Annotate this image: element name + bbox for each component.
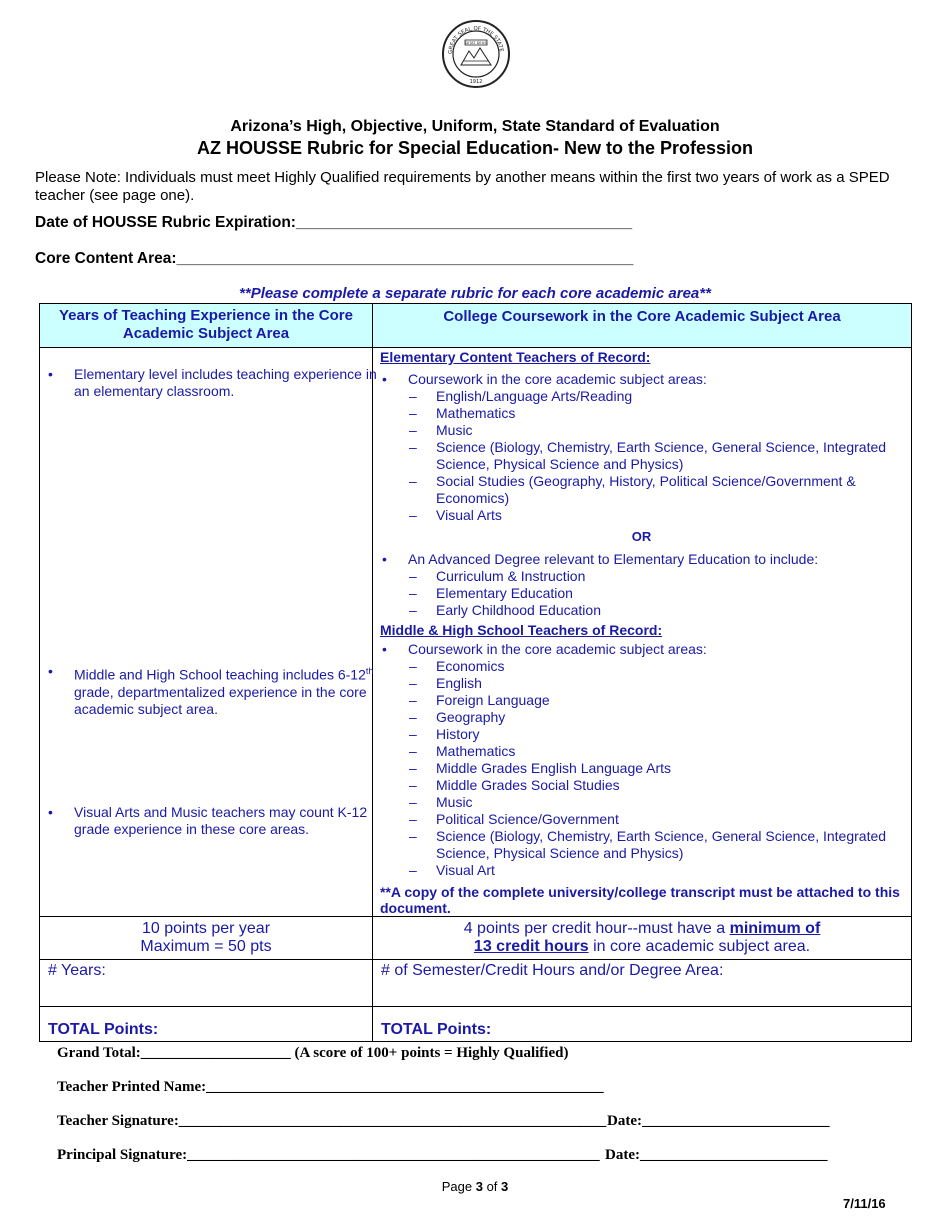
expiration-date-field[interactable]: Date of HOUSSE Rubric Expiration:_______________________________________ <box>35 214 633 231</box>
credit-hours-cell[interactable] <box>373 960 912 1007</box>
total-points-right: TOTAL Points: <box>381 1021 492 1038</box>
elementary-subject-list <box>380 388 903 524</box>
points-max-line: Maximum = 50 pts <box>140 938 272 955</box>
ordinal-suffix: th <box>365 666 374 676</box>
arts-music-experience-bullet: • Visual Arts and Music teachers may count K-12 grade experience in these core areas. <box>46 804 392 838</box>
credit-hours-emphasis: 13 credit hours <box>473 938 589 955</box>
total-points-left: TOTAL Points: <box>48 1021 159 1038</box>
list-item: – Elementary Education <box>380 585 903 602</box>
page-current: 3 <box>475 1179 483 1194</box>
experience-cell <box>40 348 377 917</box>
rubric-table <box>39 303 912 1042</box>
elementary-heading: Elementary Content Teachers of Record: <box>380 349 651 365</box>
minimum-emphasis: minimum of <box>729 920 821 937</box>
points-per-hour-cell <box>373 917 912 960</box>
advanced-degree-bullet: • An Advanced Degree relevant to Elementary Education to include: <box>380 551 903 568</box>
teacher-date-field[interactable]: Date:_________________________ <box>607 1113 830 1129</box>
list-item: – Mathematics <box>380 405 903 422</box>
points-per-hour-text: 4 points per credit hour--must have a <box>463 920 730 937</box>
middle-high-coursework-bullet: • Coursework in the core academic subject areas: <box>380 641 903 658</box>
page-subtitle: AZ HOUSSE Rubric for Special Education- New to the Profession <box>196 138 754 158</box>
list-item: – Middle Grades English Language Arts <box>380 760 903 777</box>
grand-total-field[interactable]: Grand Total:____________________ (A score of 100+ points = Highly Qualified) <box>57 1045 569 1061</box>
total-left-cell[interactable] <box>40 1007 373 1042</box>
advanced-degree-list <box>380 568 903 619</box>
list-item: – Middle Grades Social Studies <box>380 777 903 794</box>
list-item: – Music <box>380 794 903 811</box>
credit-hours-label: # of Semester/Credit Hours and/or Degree Area: <box>381 962 724 979</box>
seal-motto: DITAT DEUS <box>465 41 487 45</box>
principal-date-field[interactable]: Date:_________________________ <box>605 1147 828 1163</box>
page-total: 3 <box>501 1179 509 1194</box>
middle-high-text: Middle and High School teaching includes 6-12 <box>74 666 366 683</box>
list-item: – Science (Biology, Chemistry, Earth Science, General Science, Integrated Science, Physical Science and Physics) <box>380 828 903 862</box>
page-of: of <box>482 1179 502 1194</box>
col1-header-cell <box>40 304 373 348</box>
page-title: Arizona’s High, Objective, Uniform, State Standard of Evaluation <box>230 118 720 135</box>
list-item: – Political Science/Government <box>380 811 903 828</box>
points-per-year-line1: 10 points per year <box>141 920 271 937</box>
middle-high-text-rest: grade, departmentalized experience in the core academic subject area. <box>74 683 367 717</box>
middle-high-subject-list <box>380 658 903 879</box>
years-cell[interactable] <box>40 960 373 1007</box>
col1-header: Years of Teaching Experience in the Core Academic Subject Area <box>59 307 353 342</box>
or-divider: OR <box>631 529 652 544</box>
col2-header-cell <box>373 304 912 348</box>
middle-high-heading: Middle & High School Teachers of Record: <box>380 622 663 638</box>
list-item: – Social Studies (Geography, History, Political Science/Government & Economics) <box>380 473 903 507</box>
total-right-cell[interactable] <box>373 1007 912 1042</box>
list-item: – Foreign Language <box>380 692 903 709</box>
list-item: – English/Language Arts/Reading <box>380 388 903 405</box>
list-item: – Curriculum & Instruction <box>380 568 903 585</box>
list-item: – Geography <box>380 709 903 726</box>
years-label: # Years: <box>48 962 106 979</box>
list-item: – Music <box>380 422 903 439</box>
list-item: – Early Childhood Education <box>380 602 903 619</box>
seal-year: 1912 <box>469 79 483 85</box>
list-item: – Mathematics <box>380 743 903 760</box>
please-note: Please Note: Individuals must meet Highly Qualified requirements by another means within the first two years of work as a SPED teacher (see page one). <box>35 169 890 204</box>
coursework-cell <box>373 348 912 917</box>
col2-header: College Coursework in the Core Academic Subject Area <box>443 308 841 325</box>
seal-text: GREAT SEAL OF THE STATE <box>447 25 504 55</box>
state-seal <box>441 15 511 93</box>
points-per-year <box>40 917 372 959</box>
page-prefix: Page <box>441 1179 476 1194</box>
core-content-area-field[interactable]: Core Content Area:_____________________________________________________ <box>35 250 634 267</box>
points-per-year-cell <box>40 917 373 960</box>
principal-signature-field[interactable]: Principal Signature:_______________________________________________________ <box>57 1147 600 1163</box>
list-item: – Economics <box>380 658 903 675</box>
teacher-signature-field[interactable]: Teacher Signature:_________________________________________________________ <box>57 1113 607 1129</box>
list-item: – Science (Biology, Chemistry, Earth Science, General Science, Integrated Science, Physical Science and Physics) <box>380 439 903 473</box>
points-per-credit-hour <box>373 917 911 959</box>
list-item: – Visual Art <box>380 862 903 879</box>
list-item: – History <box>380 726 903 743</box>
elementary-experience-bullet: • Elementary level includes teaching experience in an elementary classroom. <box>46 366 392 400</box>
page-number <box>0 1179 950 1194</box>
teacher-name-field[interactable]: Teacher Printed Name:_____________________________________________________ <box>57 1079 604 1095</box>
revision-date: 7/11/16 <box>843 1196 886 1211</box>
middle-high-experience-bullet <box>46 663 392 718</box>
transcript-note: **A copy of the complete university/college transcript must be attached to this document. <box>380 884 900 916</box>
rubric-instruction: **Please complete a separate rubric for each core academic area** <box>239 285 711 302</box>
list-item: – English <box>380 675 903 692</box>
list-item: – Visual Arts <box>380 507 903 524</box>
points-per-hour-tail: in core academic subject area. <box>588 938 811 955</box>
elementary-coursework-bullet: • Coursework in the core academic subject areas: <box>380 371 903 388</box>
